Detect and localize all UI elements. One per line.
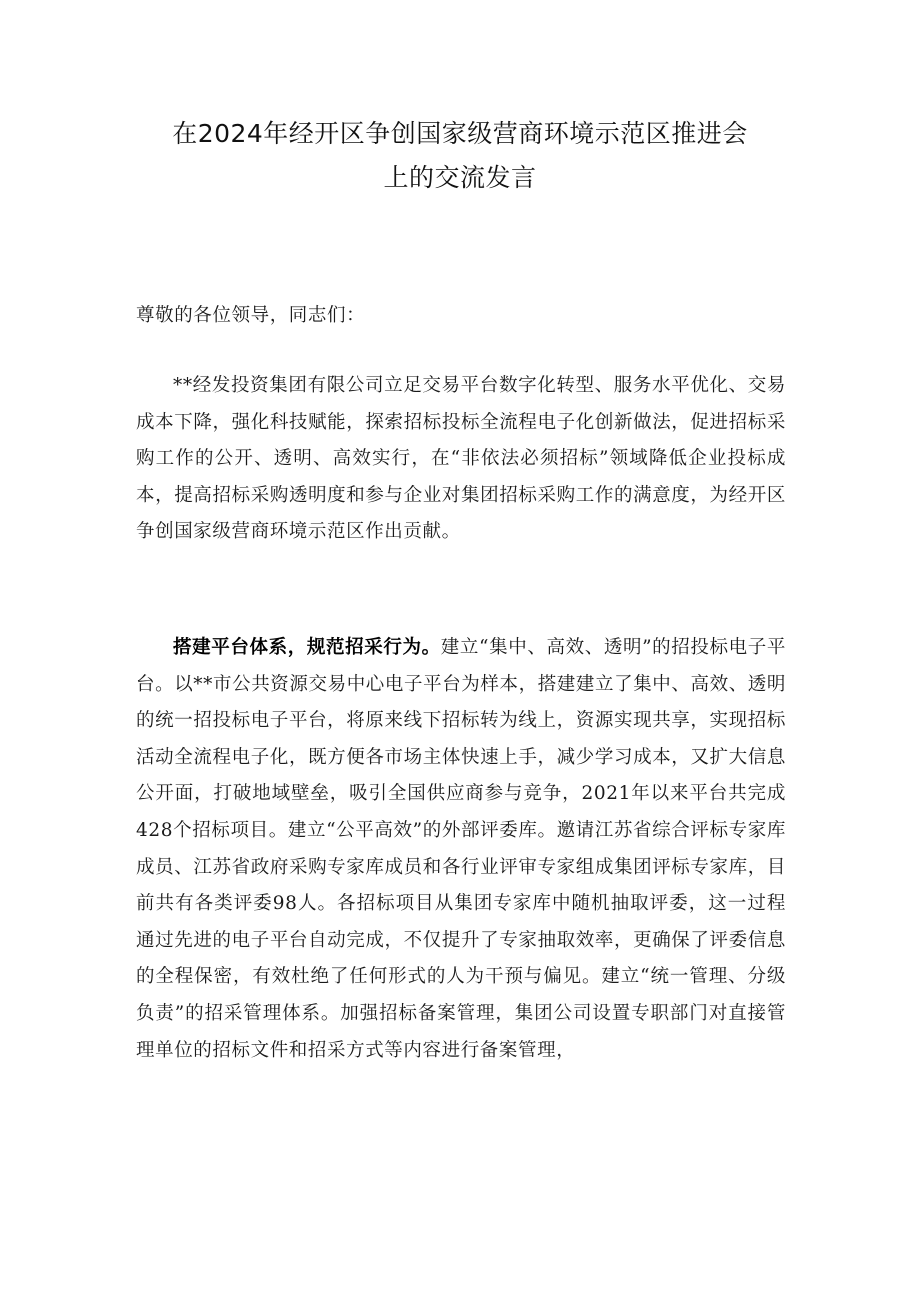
salutation: 尊敬的各位领导，同志们： — [136, 305, 366, 326]
document-title — [100, 112, 820, 200]
paragraph-platform — [136, 630, 786, 1069]
paragraph-platform-body: 建立“集中、高效、透明”的招投标电子平台。以**市公共资源交易中心电子平台为样本，搭建建立了集中、高效、透明的统一招投标电子平台，将原来线下招标转为线上，资源实现共享，实现招标活动全流程电子化，既方便各市场主体快速上手，减少学习成本，又扩大信息公开面，打破地域壁垒，吸引全国供应商参与竞争，2021年以来平台共完成428个招标项目。建立“公平高效”的外部评委库。邀请江苏省综合评标专家库成员、江苏省政府采购专家库成员和各行业评审专家组成集团评标专家库，目前共有各类评委98人。各招标项目从集团专家库中随机抽取评委，这一过程通过先进的电子平台自动完成，不仅提升了专家抽取效率，更确保了评委信息的全程保密，有效杜绝了任何形式的人为干预与偏见。建立“统一管理、分级负责”的招采管理体系。加强招标备案管理，集团公司设置专职部门对直接管理单位的招标文件和招采方式等内容进行备案管理， — [136, 637, 787, 1061]
title-line-1: 在2024年经开区争创国家级营商环境示范区推进会 — [172, 119, 748, 148]
title-line-2: 上的交流发言 — [383, 163, 537, 192]
paragraph-intro: **经发投资集团有限公司立足交易平台数字化转型、服务水平优化、交易成本下降，强化科技赋能，探索招标投标全流程电子化创新做法，促进招标采购工作的公开、透明、高效实行，在“非依法必须招标”领域降低企业投标成本，提高招标采购透明度和参与企业对集团招标采购工作的满意度，为经开区争创国家级营商环境示范区作出贡献。 — [136, 375, 786, 543]
paragraph-heading: 搭建平台体系，规范招采行为。 — [173, 637, 441, 658]
